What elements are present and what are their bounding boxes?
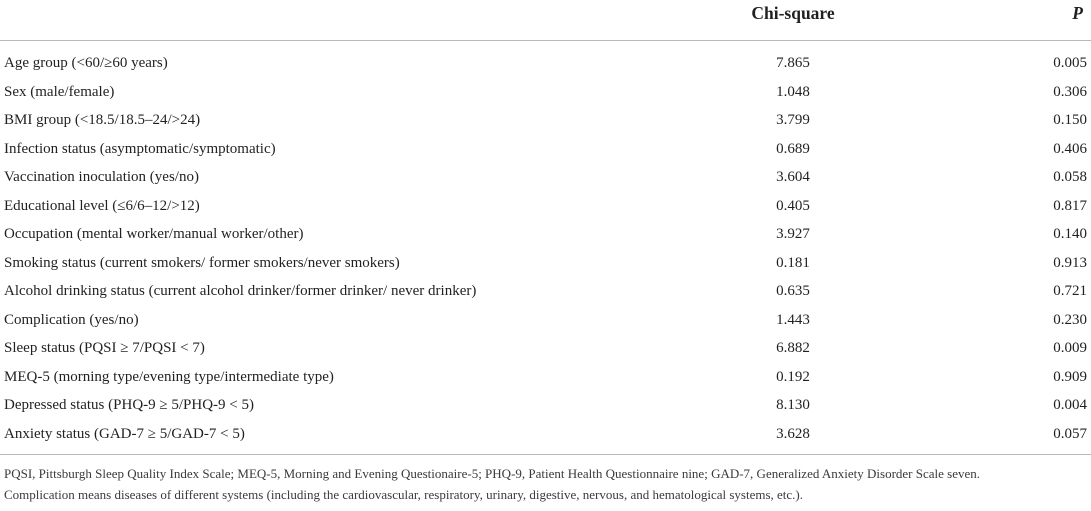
variable-cell: Alcohol drinking status (current alcohol drinker/former drinker/ never drinker) — [4, 283, 477, 299]
table-row — [0, 51, 1091, 80]
chi-square-cell: 3.799 — [776, 112, 810, 128]
p-value-cell: 0.057 — [1053, 425, 1087, 442]
p-value-cell: 0.150 — [1053, 112, 1087, 128]
p-value-cell: 0.230 — [1053, 311, 1087, 328]
p-value-cell: 0.909 — [1053, 368, 1087, 385]
variable-cell: MEQ-5 (morning type/evening type/intermediate type) — [4, 368, 334, 385]
header-chi-square: Chi-square — [751, 3, 835, 23]
table-row — [0, 108, 1091, 137]
table-body — [0, 41, 1091, 450]
header-p-value: P — [1072, 3, 1083, 23]
variable-cell: Sleep status (PQSI ≥ 7/PQSI < 7) — [4, 340, 205, 356]
table-row — [0, 279, 1091, 308]
variable-cell: Complication (yes/no) — [4, 311, 139, 328]
table-row — [0, 365, 1091, 394]
chi-square-cell: 0.405 — [776, 197, 810, 214]
p-value-cell: 0.306 — [1053, 83, 1087, 100]
chi-square-cell: 1.048 — [776, 83, 810, 100]
chi-square-cell: 3.628 — [776, 425, 810, 442]
p-value-cell: 0.005 — [1053, 55, 1087, 71]
chi-square-cell: 3.604 — [776, 169, 810, 185]
chi-square-cell: 3.927 — [776, 226, 810, 242]
table-row — [0, 222, 1091, 251]
variable-cell: Occupation (mental worker/manual worker/other) — [4, 226, 304, 242]
footnote-complication: Complication means diseases of different systems (including the cardiovascular, respiratory, urinary, digestive, nervous, and hematological systems, etc.). — [4, 487, 803, 502]
p-value-cell: 0.058 — [1053, 169, 1087, 185]
p-value-cell: 0.009 — [1053, 340, 1087, 356]
table-row — [0, 251, 1091, 280]
p-value-cell: 0.004 — [1053, 397, 1087, 413]
variable-cell: Age group (<60/≥60 years) — [4, 55, 168, 71]
table-row — [0, 194, 1091, 223]
table-row — [0, 165, 1091, 194]
p-value-cell: 0.817 — [1053, 197, 1087, 214]
chi-square-cell: 6.882 — [776, 340, 810, 356]
table-row — [0, 137, 1091, 166]
variable-cell: Depressed status (PHQ-9 ≥ 5/PHQ-9 < 5) — [4, 397, 254, 413]
table-row — [0, 336, 1091, 365]
variable-cell: Anxiety status (GAD-7 ≥ 5/GAD-7 < 5) — [4, 425, 245, 442]
p-value-cell: 0.140 — [1053, 226, 1087, 242]
table-row — [0, 393, 1091, 422]
table-row — [0, 308, 1091, 337]
p-value-cell: 0.406 — [1053, 140, 1087, 157]
chi-square-cell: 0.689 — [776, 140, 810, 157]
variable-cell: Sex (male/female) — [4, 83, 115, 100]
variable-cell: Educational level (≤6/6–12/>12) — [4, 197, 200, 214]
table-row — [0, 422, 1091, 451]
chi-square-cell: 0.635 — [776, 283, 810, 299]
table-row — [0, 80, 1091, 109]
chi-square-cell: 1.443 — [776, 311, 810, 328]
chi-square-cell: 7.865 — [776, 55, 810, 71]
chi-square-cell: 8.130 — [776, 397, 810, 413]
variable-cell: BMI group (<18.5/18.5–24/>24) — [4, 112, 201, 128]
variable-cell: Smoking status (current smokers/ former smokers/never smokers) — [4, 254, 400, 271]
table-footnote — [0, 455, 1091, 505]
p-value-cell: 0.913 — [1053, 254, 1087, 271]
table-header — [0, 0, 1091, 41]
variable-cell: Vaccination inoculation (yes/no) — [4, 169, 199, 185]
footnote-abbreviations: PQSI, Pittsburgh Sleep Quality Index Scale; MEQ-5, Morning and Evening Questionaire-5; PHQ-9, Patient Health Questionnaire nine; GAD-7, Generalized Anxiety Disorder Scale seven. — [4, 466, 981, 481]
chi-square-cell: 0.181 — [776, 254, 810, 271]
variable-cell: Infection status (asymptomatic/symptomatic) — [4, 140, 276, 157]
chi-square-cell: 0.192 — [776, 368, 810, 385]
p-value-cell: 0.721 — [1053, 283, 1087, 299]
